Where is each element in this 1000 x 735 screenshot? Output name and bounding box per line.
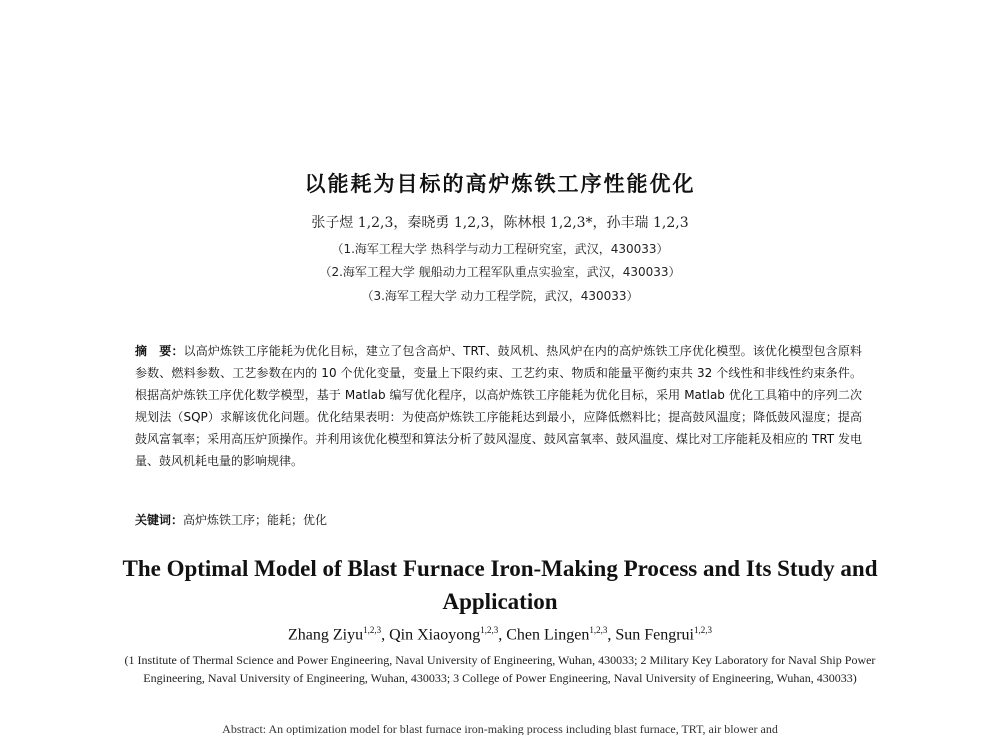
- author-separator: ,: [381, 626, 390, 644]
- author-separator: ,: [498, 626, 507, 644]
- english-title: The Optimal Model of Blast Furnace Iron-Making Process and Its Study and Application: [122, 556, 878, 614]
- author-affiliation-mark: 1,2,3: [589, 625, 608, 635]
- abstract-text: 以高炉炼铁工序能耗为优化目标，建立了包含高炉、TRT、鼓风机、热风炉在内的高炉炼铁工序优化模型。该优化模型包含原料参数、燃料参数、工艺参数在内的 10 个优化变量，变量上下限约束、工艺约束、物质和能量平衡约束共 32 个线性和非线性约束条件。根据高炉炼铁工序优化数学模型，基于 Matlab 编写优化程序，以高炉炼铁工序能耗为优化目标，采用 Matlab 优化工具箱中的序列二次规划法（SQP）求解该优化问题。优化结果表明：为使高炉炼铁工序能耗达到最小，应降低燃料比；提高鼓风温度；降低鼓风湿度；提高鼓风富氧率；采用高压炉顶操作。并利用该优化模型和算法分析了鼓风湿度、鼓风富氧率、鼓风温度、煤比对工序能耗及相应的 TRT 发电量、鼓风机耗电量的影响规律。: [135, 344, 862, 468]
- keywords-text: 高炉炼铁工序；能耗；优化: [183, 513, 328, 527]
- author-separator: ,: [607, 626, 616, 644]
- author-name: Zhang Ziyu: [288, 626, 364, 644]
- chinese-affiliation-2: （2.海军工程大学 舰船动力工程军队重点实验室，武汉，430033）: [319, 265, 681, 279]
- author-name: Qin Xiaoyong: [389, 626, 481, 644]
- english-authors: [0, 625, 1000, 644]
- author-name: Chen Lingen: [506, 626, 590, 644]
- chinese-affiliation-1: （1.海军工程大学 热科学与动力工程研究室，武汉，430033）: [331, 242, 669, 256]
- chinese-abstract: [135, 340, 862, 472]
- chinese-authors: 张子煜 1,2,3，秦晓勇 1,2,3，陈林根 1,2,3*，孙丰瑞 1,2,3: [311, 215, 689, 231]
- english-affiliations: (1 Institute of Thermal Science and Power Engineering, Naval University of Engineering, Wuhan, 430033; 2 Military Key Laboratory for Naval Ship Power Engineering, Naval University of Engineering, Wuhan, 430033; 3 College of Power Engineering, Naval University of Engineering, Wuhan, 430033): [124, 653, 876, 685]
- author-affiliation-mark: 1,2,3: [363, 625, 382, 635]
- chinese-title: 以能耗为目标的高炉炼铁工序性能优化: [304, 172, 696, 196]
- author-affiliation-mark: 1,2,3: [693, 625, 712, 635]
- abstract-label: 摘 要：: [135, 344, 184, 358]
- english-abstract-first-line: Abstract: An optimization model for blast furnace iron-making process including blast furnace, TRT, air blower and: [222, 722, 778, 735]
- author-affiliation-mark: 1,2,3: [480, 625, 499, 635]
- chinese-affiliation-3: （3.海军工程大学 动力工程学院，武汉，430033）: [361, 289, 639, 303]
- chinese-keywords: [135, 511, 862, 528]
- author-name: Sun Fengrui: [615, 626, 694, 644]
- keywords-label: 关键词：: [135, 513, 184, 527]
